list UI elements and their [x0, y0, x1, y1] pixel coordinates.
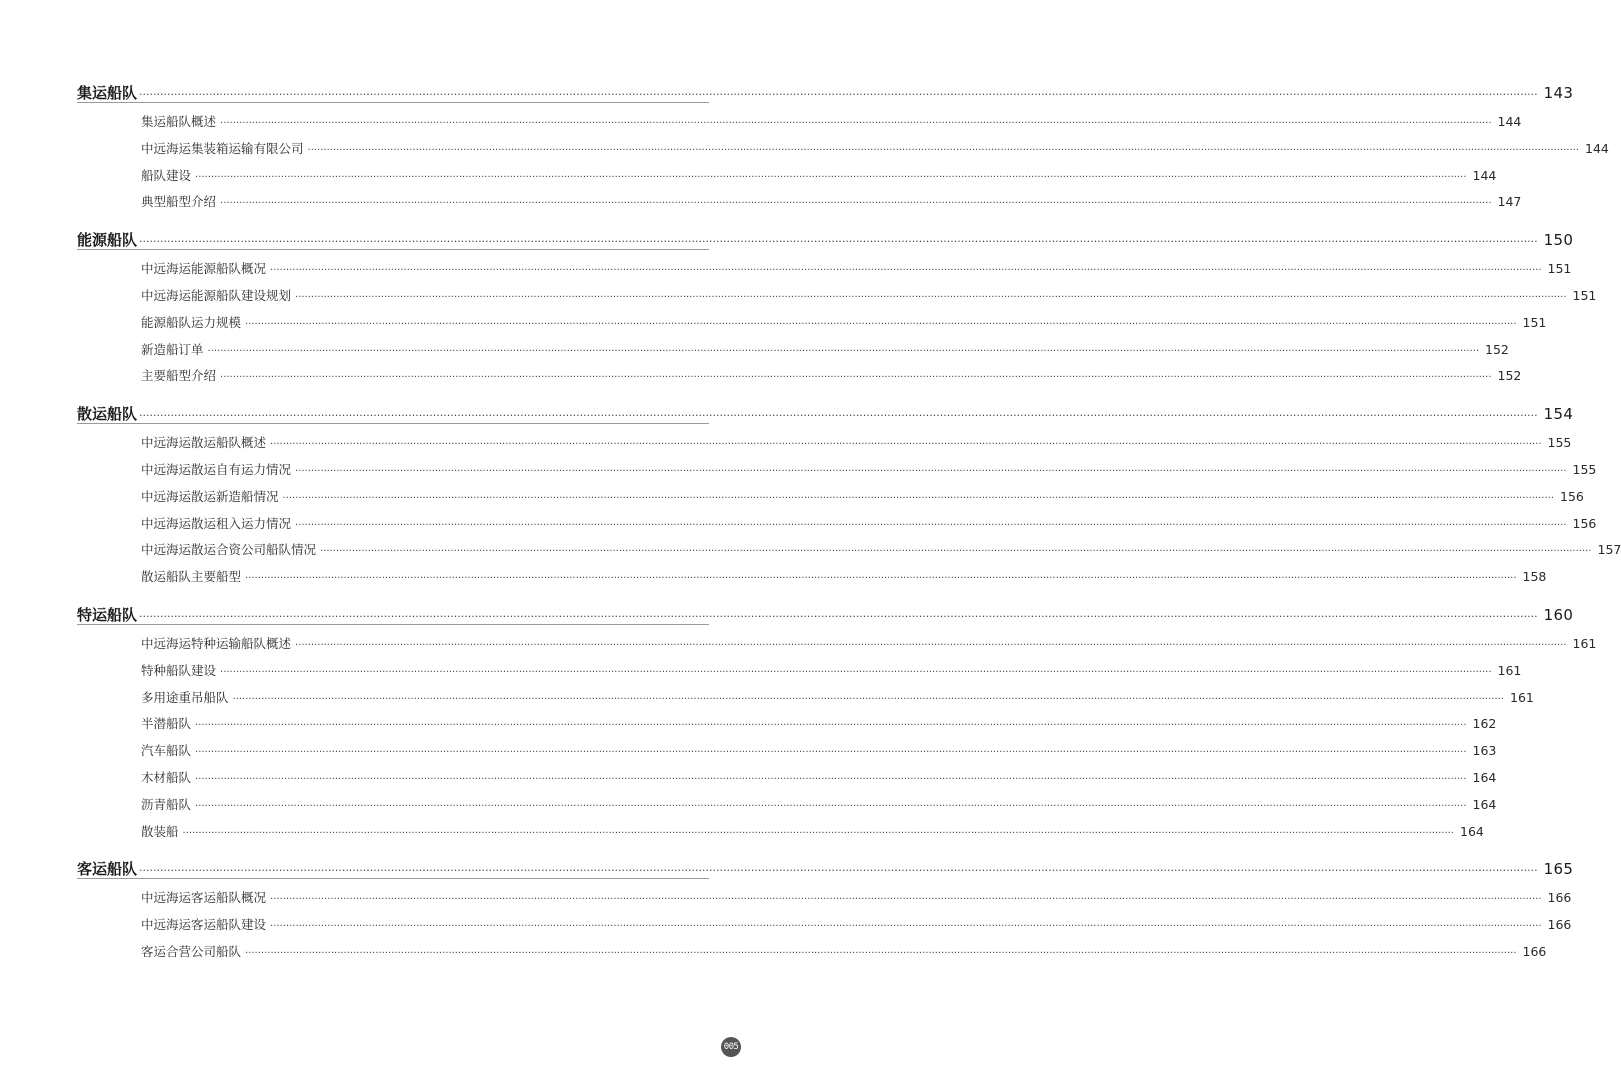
section-divider — [77, 624, 709, 625]
section-title: 客运船队 — [77, 860, 138, 879]
toc-entry[interactable] — [141, 567, 1547, 585]
dot-leader: ················································································································································································································································································································································································································ — [295, 640, 1567, 651]
toc-entry[interactable] — [141, 915, 1572, 933]
section-title: 特运船队 — [77, 606, 138, 624]
item-title: 船队建设 — [141, 167, 192, 183]
item-title: 典型船型介绍 — [141, 194, 217, 210]
toc-entry[interactable] — [141, 661, 1522, 679]
dot-leader: ················································································································································································································································································································································································································ — [195, 171, 1467, 183]
dot-leader: ················································································································································································································································································································································································································ — [270, 921, 1542, 933]
item-title: 沥青船队 — [141, 796, 192, 812]
item-title: 多用途重吊船队 — [141, 689, 229, 705]
toc-entry[interactable] — [141, 540, 1621, 558]
section-title: 集运船队 — [77, 84, 138, 102]
section-divider — [77, 102, 709, 103]
item-page-number: 144 — [1585, 140, 1609, 156]
item-title: 中远海运散运合资公司船队情况 — [141, 542, 317, 558]
section-page-number: 143 — [1543, 84, 1574, 102]
dot-leader: ················································································································································································································································································································································································································ — [232, 693, 1504, 705]
toc-section[interactable] — [77, 82, 1574, 103]
dot-leader: ················································································································································································································································································································································································································ — [207, 345, 1479, 357]
toc-entry[interactable] — [141, 714, 1497, 732]
section-divider — [77, 878, 709, 879]
toc-section[interactable] — [77, 403, 1574, 424]
section-page-number: 165 — [1543, 860, 1574, 879]
toc-entry[interactable] — [141, 888, 1572, 906]
toc-entry[interactable] — [141, 795, 1497, 813]
toc-entry[interactable] — [141, 487, 1584, 505]
dot-leader: ················································································································································································································································································································································································································ — [195, 720, 1467, 732]
dot-leader: ················································································································································································································································································································································································································ — [320, 546, 1592, 558]
item-page-number: 163 — [1472, 743, 1497, 759]
item-page-number: 166 — [1547, 917, 1572, 933]
item-title: 客运合营公司船队 — [141, 944, 242, 959]
dot-leader: ················································································································································································································································································································································································································ — [220, 198, 1492, 210]
item-page-number: 162 — [1472, 716, 1497, 732]
dot-leader: ················································································································································································································································································································································································································ — [270, 265, 1542, 277]
toc-entry[interactable] — [141, 112, 1522, 130]
item-title: 集运船队概述 — [141, 114, 217, 129]
dot-leader: ················································································································································································································································································································································································································ — [295, 292, 1567, 303]
dot-leader: ················································································································································································································································································································································································································ — [245, 318, 1517, 330]
toc-entry[interactable] — [141, 822, 1484, 840]
dot-leader: ················································································································································································································································································································································································································ — [195, 774, 1467, 785]
dot-leader: ················································································································································································································································································································································································································ — [307, 144, 1579, 156]
dot-leader: ················································································································································································································································································································································································································ — [295, 519, 1567, 531]
item-title: 中远海运特种运输船队概述 — [141, 636, 292, 651]
item-page-number: 144 — [1497, 114, 1522, 129]
item-page-number: 164 — [1460, 823, 1484, 839]
dot-leader: ················································································································································································································································································································································································································ — [220, 666, 1492, 678]
dot-leader: ················································································································································································································································································································································································································ — [270, 894, 1542, 906]
section-title: 散运船队 — [77, 405, 138, 424]
item-title: 主要船型介绍 — [141, 368, 217, 384]
item-page-number: 161 — [1510, 689, 1534, 705]
item-page-number: 156 — [1560, 488, 1584, 504]
item-title: 中远海运能源船队建设规划 — [141, 288, 292, 303]
dot-leader: ················································································································································································································································································································································································································ — [139, 88, 1538, 101]
toc-entry[interactable] — [141, 460, 1597, 478]
item-page-number: 164 — [1472, 796, 1497, 812]
item-title: 能源船队运力规模 — [141, 314, 242, 330]
dot-leader: ················································································································································································································································································································································································································ — [195, 800, 1467, 812]
dot-leader: ················································································································································································································································································································································································································ — [139, 409, 1538, 423]
item-title: 中远海运能源船队概况 — [141, 261, 267, 277]
item-title: 半潜船队 — [141, 716, 192, 732]
item-title: 中远海运客运船队建设 — [141, 917, 267, 933]
toc-entry[interactable] — [141, 286, 1597, 304]
section-page-number: 150 — [1543, 231, 1574, 250]
dot-leader: ················································································································································································································································································································································································································ — [245, 948, 1517, 959]
dot-leader: ················································································································································································································································································································································································································ — [139, 864, 1538, 878]
toc-entry[interactable] — [141, 514, 1597, 532]
item-page-number: 155 — [1547, 435, 1572, 451]
item-page-number: 161 — [1572, 636, 1597, 651]
toc-section[interactable] — [77, 858, 1574, 879]
dot-leader: ················································································································································································································································································································································································································ — [270, 439, 1542, 451]
item-title: 散装船 — [141, 823, 179, 839]
item-title: 中远海运散运租入运力情况 — [141, 515, 292, 531]
item-page-number: 155 — [1572, 462, 1597, 477]
toc-entry[interactable] — [141, 166, 1497, 184]
dot-leader: ················································································································································································································································································································································································································ — [195, 747, 1467, 759]
item-page-number: 151 — [1547, 261, 1572, 277]
dot-leader: ················································································································································································································································································································································································································ — [282, 492, 1554, 504]
page-number-badge: 005 — [721, 1037, 741, 1057]
section-page-number: 160 — [1543, 606, 1574, 624]
dot-leader: ················································································································································································································································································································································································································ — [139, 610, 1538, 623]
item-page-number: 147 — [1497, 194, 1522, 210]
item-title: 新造船订单 — [141, 341, 204, 357]
toc-entry[interactable] — [141, 366, 1522, 384]
item-page-number: 157 — [1597, 542, 1621, 558]
item-page-number: 156 — [1572, 515, 1597, 531]
item-page-number: 164 — [1472, 770, 1497, 785]
item-title: 散运船队主要船型 — [141, 569, 242, 585]
item-title: 中远海运集装箱运输有限公司 — [141, 140, 304, 156]
toc-entry[interactable] — [141, 139, 1609, 157]
item-title: 特种船队建设 — [141, 662, 217, 678]
item-page-number: 161 — [1497, 662, 1522, 678]
item-page-number: 158 — [1522, 569, 1547, 585]
toc-section[interactable] — [77, 604, 1574, 625]
toc-entry[interactable] — [141, 942, 1547, 960]
item-title: 木材船队 — [141, 770, 192, 785]
toc-entry[interactable] — [141, 768, 1497, 786]
dot-leader: ················································································································································································································································································································································································································ — [220, 372, 1492, 384]
dot-leader: ················································································································································································································································································································································································································ — [139, 235, 1538, 249]
toc-entry[interactable] — [141, 192, 1522, 210]
toc-entry[interactable] — [141, 313, 1547, 331]
toc-section[interactable] — [77, 229, 1574, 250]
item-page-number: 151 — [1522, 314, 1547, 330]
item-page-number: 166 — [1547, 890, 1572, 906]
item-page-number: 144 — [1472, 167, 1497, 183]
section-divider — [77, 423, 709, 424]
item-page-number: 151 — [1572, 288, 1597, 303]
toc-entry[interactable] — [141, 688, 1534, 706]
toc-entry[interactable] — [141, 340, 1509, 358]
item-title: 中远海运散运自有运力情况 — [141, 462, 292, 477]
item-title: 中远海运客运船队概况 — [141, 890, 267, 906]
item-title: 汽车船队 — [141, 743, 192, 759]
item-page-number: 166 — [1522, 944, 1547, 959]
dot-leader: ················································································································································································································································································································································································································ — [182, 827, 1454, 839]
section-divider — [77, 249, 709, 250]
item-page-number: 152 — [1497, 368, 1522, 384]
toc-entry[interactable] — [141, 259, 1572, 277]
toc-entry[interactable] — [141, 634, 1597, 652]
section-title: 能源船队 — [77, 231, 138, 250]
item-page-number: 152 — [1485, 341, 1509, 357]
toc-entry[interactable] — [141, 741, 1497, 759]
dot-leader: ················································································································································································································································································································································································································ — [295, 466, 1567, 477]
dot-leader: ················································································································································································································································································································································································································ — [220, 118, 1492, 129]
toc-entry[interactable] — [141, 433, 1572, 451]
item-title: 中远海运散运新造船情况 — [141, 488, 279, 504]
dot-leader: ················································································································································································································································································································································································································ — [245, 573, 1517, 585]
section-page-number: 154 — [1543, 405, 1574, 424]
item-title: 中远海运散运船队概述 — [141, 435, 267, 451]
